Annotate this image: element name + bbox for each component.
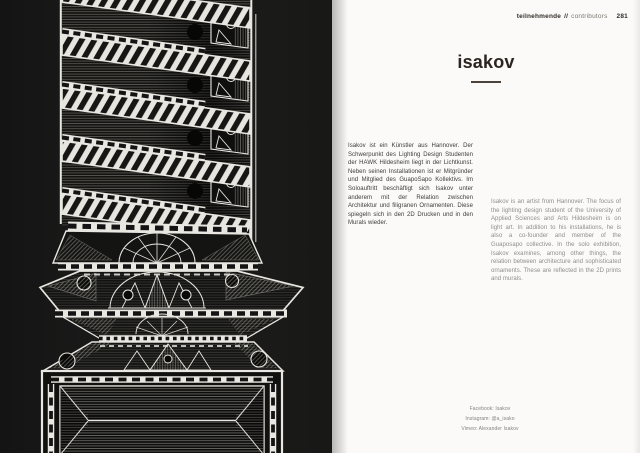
page-title: isakov (457, 52, 515, 72)
social-links (340, 405, 640, 434)
bio-paragraph-de: Isakov ist ein Künstler aus Hannover. Der Schwerpunkt des Lighting Design Studenten der HAWK Hildesheim liegt in der Lichtkunst. Neben seinen Installationen ist er Mitgründer und Mitglied des GuapoSapo Kollektivs. Im Soloauftritt beschäftigt sich Isakov unter anderem mit der Relation zwischen Architektur und filigranen Ornamenten. Diese spiegeln sich in den 2D Drucken und in den Murals wieder. (348, 143, 473, 227)
instagram-link: Instagram: @a_isako (465, 415, 515, 422)
header-section-en: contributors (571, 13, 608, 20)
right-page (332, 0, 640, 453)
bio-paragraph-en: Isakov is an artist from Hannover. The focus of the lighting design student of the University of Applied Sciences and Arts Hildesheim is on light art. In addition to his installations, he is also a co-founder and member of the Guaposapo collective. In the solo exhibition, Isakov examines, among other things, the relation between architecture and sophisticated ornaments. These are reflected in the 2D prints and murals. (491, 199, 621, 283)
pedestal-ornaments (40, 226, 303, 371)
facebook-link: Facebook: Isakov (469, 406, 511, 412)
base-block (42, 371, 282, 453)
page-number: 281 (616, 13, 628, 20)
title-rule (471, 81, 501, 83)
running-header (517, 13, 628, 20)
vimeo-link: Vimeo: Alexander Isakov (461, 425, 519, 432)
header-separator: // (564, 13, 569, 20)
header-section-de: teilnehmende (516, 13, 562, 20)
